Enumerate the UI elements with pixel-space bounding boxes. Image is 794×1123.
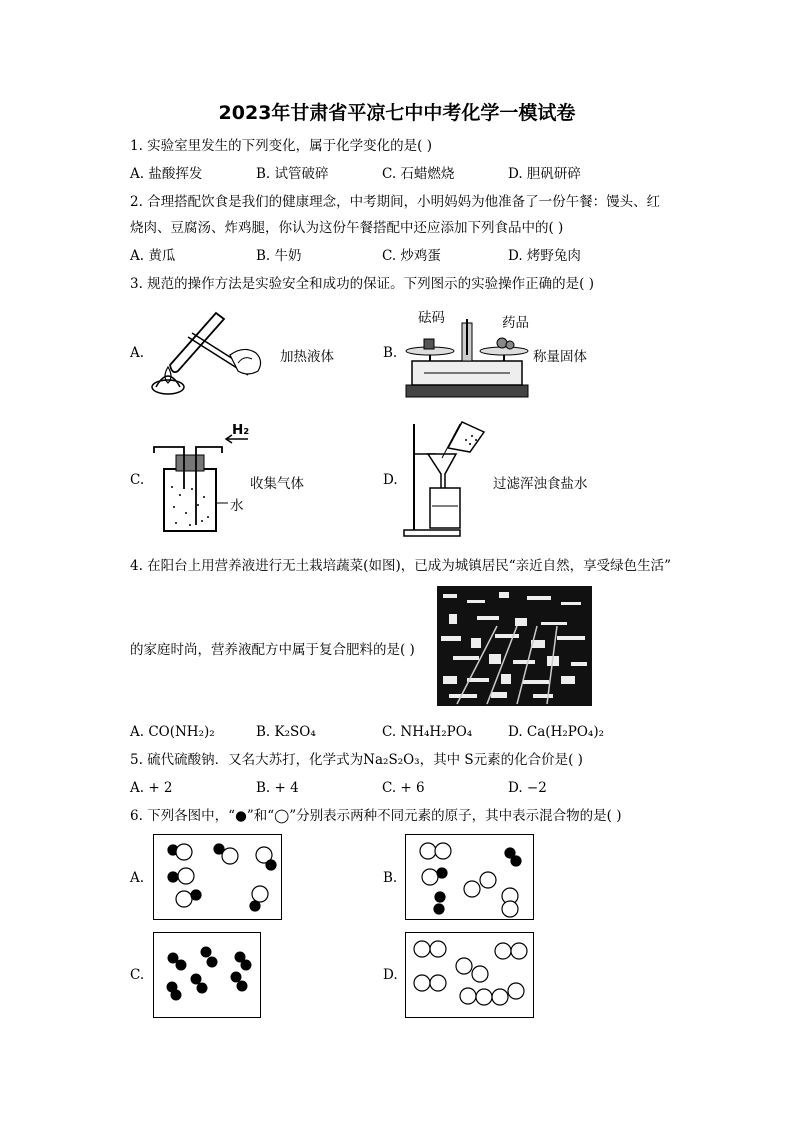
question-5-options bbox=[130, 778, 730, 798]
q3-option-d-label: D. bbox=[383, 472, 398, 488]
q6-option-b-label: B. bbox=[383, 870, 398, 886]
balance-drug-label: 药品 bbox=[502, 315, 529, 331]
particle-box-c bbox=[153, 932, 261, 1018]
q6-option-d-label: D. bbox=[383, 967, 398, 983]
option-d: D. Ca(H₂PO₄)₂ bbox=[508, 724, 604, 740]
particles-d bbox=[406, 933, 533, 1017]
question-2-stem-line1: 2. 合理搭配饮食是我们的健康理念，中考期间，小明妈妈为他准备了一份午餐：馒头、红 bbox=[130, 194, 661, 210]
option-c: C. NH₄H₂PO₄ bbox=[382, 724, 473, 740]
question-1-options bbox=[130, 164, 730, 184]
option-b: B. + 4 bbox=[256, 780, 299, 796]
option-a: A. 黄瓜 bbox=[130, 248, 176, 264]
q3-option-b-label: B. bbox=[383, 345, 398, 361]
water-label: 水 bbox=[230, 498, 244, 514]
q3-option-b-caption: 称量固体 bbox=[533, 349, 587, 365]
q3-option-c-caption: 收集气体 bbox=[250, 476, 304, 492]
q3-option-a-caption: 加热液体 bbox=[280, 349, 334, 365]
option-d: D. −2 bbox=[508, 780, 547, 796]
option-c: C. 炒鸡蛋 bbox=[382, 248, 441, 264]
option-a: A. CO(NH₂)₂ bbox=[130, 724, 215, 740]
option-d: D. 胆矾研碎 bbox=[508, 166, 581, 182]
option-b: B. 试管破碎 bbox=[256, 166, 329, 182]
option-b: B. 牛奶 bbox=[256, 248, 302, 264]
question-6-stem: 6. 下列各图中，“●”和“◯”分别表示两种不同元素的原子，其中表示混合物的是( ) bbox=[130, 808, 622, 824]
q3-option-c-label: C. bbox=[130, 472, 145, 488]
particles-b bbox=[406, 835, 533, 919]
particles-a bbox=[154, 835, 281, 919]
q6-option-c-label: C. bbox=[130, 967, 145, 983]
question-3-stem: 3. 规范的操作方法是实验安全和成功的保证。下列图示的实验操作正确的是( ) bbox=[130, 276, 594, 292]
q6-option-a-label: A. bbox=[130, 870, 145, 886]
question-4-stem-line2: 的家庭时尚，营养液配方中属于复合肥料的是( ) bbox=[130, 642, 415, 658]
hydrogen-label: H₂ bbox=[232, 422, 250, 438]
question-2-options bbox=[130, 246, 730, 266]
question-2-stem-line2: 烧肉、豆腐汤、炸鸡腿，你认为这份午餐搭配中还应添加下列食品中的( ) bbox=[130, 220, 564, 236]
option-c: C. + 6 bbox=[382, 780, 425, 796]
question-4-options bbox=[130, 722, 730, 742]
particles-c bbox=[154, 933, 260, 1017]
option-b: B. K₂SO₄ bbox=[256, 724, 316, 740]
option-a: A. + 2 bbox=[130, 780, 173, 796]
option-d: D. 烤野兔肉 bbox=[508, 248, 581, 264]
page-title: 2023年甘肃省平凉七中中考化学一模试卷 bbox=[218, 102, 576, 124]
hydroponic-vegetables-photo bbox=[437, 586, 592, 706]
filtration-illustration bbox=[400, 418, 500, 540]
question-5-stem: 5. 硫代硫酸钠．又名大苏打，化学式为Na₂S₂O₃，其中 S元素的化合价是( ) bbox=[130, 752, 583, 768]
particle-box-a bbox=[153, 834, 282, 920]
particle-box-b bbox=[405, 834, 534, 920]
gas-collection-bottle-illustration bbox=[152, 425, 252, 535]
question-1-stem: 1. 实验室里发生的下列变化，属于化学变化的是( ) bbox=[130, 138, 432, 154]
q3-option-d-caption: 过滤浑浊食盐水 bbox=[493, 476, 588, 492]
heating-liquid-illustration bbox=[148, 305, 268, 400]
q3-option-a-label: A. bbox=[130, 345, 145, 361]
question-4-stem-line1: 4. 在阳台上用营养液进行无土栽培蔬菜(如图)，已成为城镇居民“亲近自然，享受绿色生活” bbox=[130, 558, 672, 574]
balance-weights-label: 砝码 bbox=[418, 310, 445, 326]
particle-box-d bbox=[405, 932, 534, 1018]
option-a: A. 盐酸挥发 bbox=[130, 166, 203, 182]
option-c: C. 石蜡燃烧 bbox=[382, 166, 455, 182]
